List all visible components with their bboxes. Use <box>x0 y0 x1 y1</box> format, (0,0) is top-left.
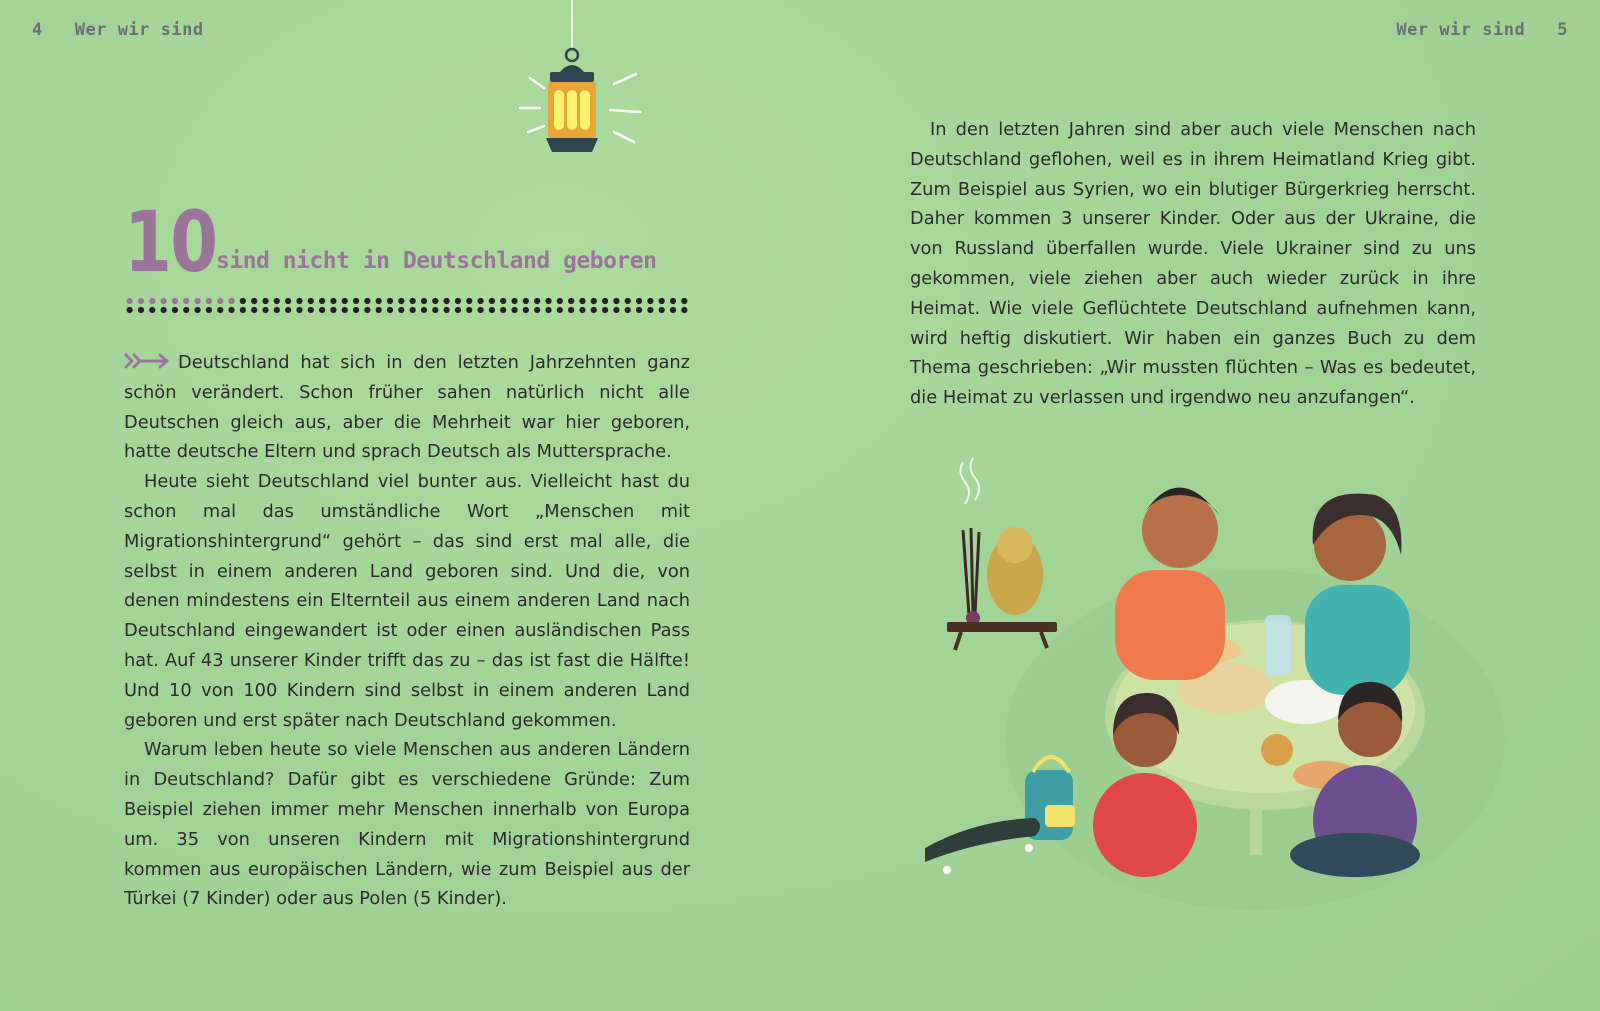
dot <box>274 298 280 304</box>
dot <box>398 298 404 304</box>
dot <box>455 298 461 304</box>
dot <box>613 298 619 304</box>
paragraph-1 <box>124 348 690 467</box>
family-meal-illustration <box>925 450 1505 920</box>
stat-heading <box>124 193 694 291</box>
dot <box>602 298 608 304</box>
dot <box>500 307 506 313</box>
dot <box>432 307 438 313</box>
dot <box>342 298 348 304</box>
dot <box>240 307 246 313</box>
dot <box>489 298 495 304</box>
dot <box>523 298 529 304</box>
dot-highlighted <box>206 298 212 304</box>
dot <box>194 307 200 313</box>
lantern-icon <box>510 0 660 170</box>
dot <box>296 307 302 313</box>
dot-highlighted <box>138 298 144 304</box>
dot <box>330 298 336 304</box>
dot <box>477 307 483 313</box>
section-title-left: Wer wir sind <box>74 20 204 40</box>
child-girl-teal <box>1305 494 1410 695</box>
dot <box>579 307 585 313</box>
dot <box>647 298 653 304</box>
dot-highlighted <box>183 298 189 304</box>
dot <box>308 298 314 304</box>
dot <box>161 307 167 313</box>
dot <box>262 298 268 304</box>
dot <box>545 298 551 304</box>
dot <box>410 307 416 313</box>
dot <box>364 307 370 313</box>
dot <box>353 307 359 313</box>
dot <box>353 298 359 304</box>
dot-highlighted <box>161 298 167 304</box>
stat-number: 10 <box>124 193 217 291</box>
dot-highlighted <box>228 298 234 304</box>
dot <box>149 307 155 313</box>
dot <box>376 307 382 313</box>
dot <box>319 307 325 313</box>
skateboard <box>925 818 1040 874</box>
dot <box>319 298 325 304</box>
dot <box>500 298 506 304</box>
dot <box>308 307 314 313</box>
page-number-left: 4 <box>32 20 43 40</box>
dot <box>410 298 416 304</box>
dot <box>274 307 280 313</box>
running-header-right <box>1396 20 1568 40</box>
dot <box>511 298 517 304</box>
left-column <box>124 348 690 914</box>
dot <box>636 307 642 313</box>
dot <box>591 307 597 313</box>
dot <box>613 307 619 313</box>
dot-highlighted <box>217 298 223 304</box>
dot <box>681 307 687 313</box>
dot <box>138 307 144 313</box>
dot <box>432 298 438 304</box>
dot <box>477 298 483 304</box>
dot <box>647 307 653 313</box>
dot-highlighted <box>149 298 155 304</box>
dot <box>602 307 608 313</box>
page-number-right: 5 <box>1557 20 1568 40</box>
dot <box>568 307 574 313</box>
dot-strip-chart <box>124 296 690 316</box>
dot <box>296 298 302 304</box>
paragraph-2: Heute sieht Deutschland viel bunter aus. Vielleicht hast du schon mal das umständliche Wort „Menschen mit Migrationshintergrund“ gehört – das sind erst mal alle, die selbst in einem anderen Land geboren sind. Und die, von denen mindestens ein Elternteil aus einem anderen Land nach Deutschland eingewandert ist oder einen ausländischen Pass hat. Auf 43 unserer Kinder trifft das zu – das ist fast die Hälfte! Und 10 von 100 Kindern sind selbst in einem anderen Land geboren und erst später nach Deutschland gekommen. <box>124 471 690 731</box>
dot <box>364 298 370 304</box>
dot <box>534 307 540 313</box>
dot <box>545 307 551 313</box>
dot <box>398 307 404 313</box>
dot <box>557 307 563 313</box>
dot <box>330 307 336 313</box>
dot <box>523 307 529 313</box>
dot <box>670 307 676 313</box>
dot <box>387 307 393 313</box>
dot <box>228 307 234 313</box>
dot <box>466 307 472 313</box>
running-header-left <box>32 20 204 40</box>
dot <box>579 298 585 304</box>
dot <box>376 298 382 304</box>
dot <box>659 307 665 313</box>
dot <box>285 298 291 304</box>
dot <box>625 307 631 313</box>
dot <box>127 307 133 313</box>
dot <box>421 307 427 313</box>
shrine-shelf <box>947 458 1057 650</box>
dot <box>285 307 291 313</box>
dot <box>183 307 189 313</box>
dot <box>217 307 223 313</box>
dot <box>251 298 257 304</box>
dot <box>670 298 676 304</box>
arrow-icon <box>124 352 170 370</box>
dot <box>421 298 427 304</box>
dot <box>568 298 574 304</box>
dot <box>557 298 563 304</box>
dot <box>342 307 348 313</box>
dot-highlighted <box>172 298 178 304</box>
paragraph-3: Warum leben heute so viele Menschen aus anderen Ländern in Deutschland? Dafür gibt es verschiedene Gründe: Zum Beispiel ziehen immer mehr Menschen innerhalb von Europa um. 35 von unseren Kindern mit Migrationshintergrund kommen aus europäischen Ländern, wie zum Beispiel aus der Türkei (7 Kinder) oder aus Polen (5 Kinder). <box>124 739 690 910</box>
dot <box>636 298 642 304</box>
paragraph-1-text: Deutschland hat sich in den letzten Jahrzehnten ganz schön verändert. Schon früher sahen natürlich nicht alle Deutschen gleich aus, aber die Mehrheit war hier geboren, hatte deutsche Eltern und sprach Deutsch als Muttersprache. <box>124 352 690 463</box>
dot <box>534 298 540 304</box>
dot <box>591 298 597 304</box>
dot <box>387 298 393 304</box>
dot <box>511 307 517 313</box>
dot <box>489 307 495 313</box>
paragraph-4: In den letzten Jahren sind aber auch viele Menschen nach Deutschland geflohen, weil es in ihrem Heimatland Krieg gibt. Zum Beispiel aus Syrien, wo ein blutiger Bürgerkrieg herrscht. Daher kommen 3 unserer Kinder. Oder aus der Ukraine, die von Russland überfallen wurde. Viele Ukrainer sind zu uns gekommen, viele ziehen aber auch wieder zurück in ihre Heimat. Wie viele Geflüchtete Deutschland aufnehmen kann, wird heftig diskutiert. Wir haben ein ganzes Buch zu dem Thema geschrieben: „Wir mussten flüchten – Was es bedeutet, die Heimat zu verlassen und irgendwo neu anzufangen“. <box>910 119 1476 409</box>
dot <box>455 307 461 313</box>
dot <box>172 307 178 313</box>
dot <box>681 298 687 304</box>
dot <box>240 298 246 304</box>
dot <box>659 298 665 304</box>
stat-heading-text: sind nicht in Deutschland geboren <box>216 248 657 274</box>
dot-highlighted <box>127 298 133 304</box>
dot <box>206 307 212 313</box>
dot <box>444 298 450 304</box>
dot <box>251 307 257 313</box>
right-column <box>910 115 1476 413</box>
section-title-right: Wer wir sind <box>1396 20 1526 40</box>
dot <box>625 298 631 304</box>
dot <box>262 307 268 313</box>
child-boy-orange <box>1115 488 1225 681</box>
dot <box>444 307 450 313</box>
dot <box>466 298 472 304</box>
dot-highlighted <box>194 298 200 304</box>
